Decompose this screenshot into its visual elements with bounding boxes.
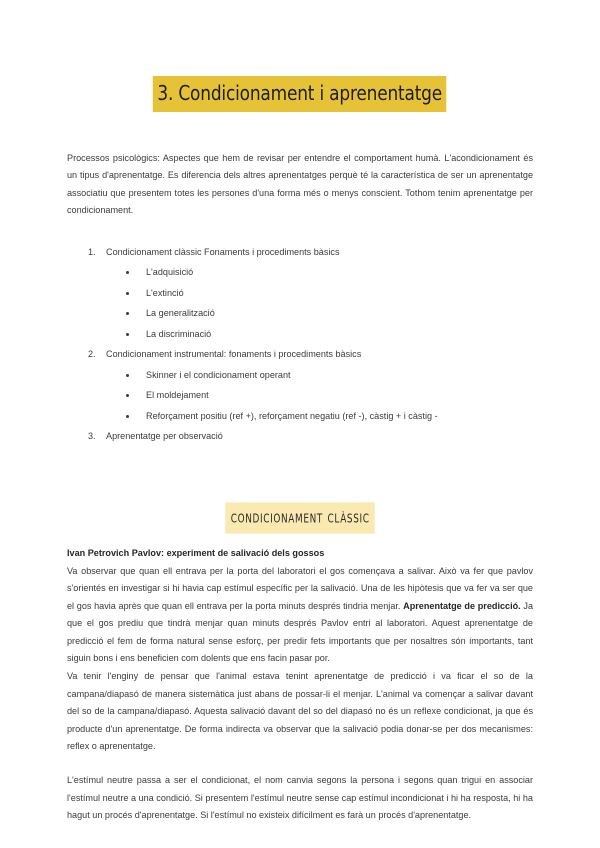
list-item-label: La discriminació xyxy=(146,328,212,339)
list-item-label: La generalització xyxy=(146,308,215,319)
pavlov-paragraph-1-part-a: Va observar que quan ell entrava per la porta del laboratori el gos començava a salivar. Això va fer que pavlov s'orientés en investigar si hi havia cap estímul específic per la salivació. Una de les hipòtesis que va fer va ser que el gos havia après que quan ell entrava per la porta minuts després tindria menjar. xyxy=(67,565,533,611)
outline-item-1-number: 1. xyxy=(88,246,96,257)
outline-item-3-label: Aprenentatge per observació xyxy=(106,431,223,442)
bullet-icon xyxy=(126,394,129,397)
list-item-label: L'extinció xyxy=(146,287,184,298)
list-item-label: Reforçament positiu (ref +), reforçament negatiu (ref -), càstig + i càstig - xyxy=(146,410,438,421)
bullet-icon xyxy=(126,312,129,315)
outline-item-3-number: 3. xyxy=(88,431,96,442)
list-item xyxy=(106,303,533,324)
bullet-icon xyxy=(126,333,129,336)
pavlov-paragraph-2: Va tenir l'enginy de pensar que l'animal estava tenint aprenentatge de predicció i va ficar el so de la campana/diapasó de manera sistemàtica just abans de possar-li el menjar. L'animal va començar a salivar davant del so de la campana/diapasó. Aquesta salivació davant del so del diapasó no és un reflexe condicionat, ja que és producte d'un aprenentatge. De forma indirecta va observar que la salivació podia donar-se per dos mecanismes: reflex o aprenentatge. xyxy=(67,671,533,752)
list-item xyxy=(106,283,533,304)
pavlov-paragraph-3: L'estímul neutre passa a ser el condicionat, el nom canvia segons la persona i segons quan trigui en associar l'estímul neutre a una condició. Si presentem l'estímul neutre sense cap estímul incondicionat i hi ha resposta, hi ha hagut un procés d'aprenentatge. Si l'estímul no existeix difícilment es farà un procés d'aprenentatge. xyxy=(67,775,533,821)
list-item xyxy=(106,262,533,283)
bullet-icon xyxy=(126,292,129,295)
outline-item-3 xyxy=(67,426,533,447)
outline-item-2-sublist xyxy=(106,365,533,427)
intro-paragraph: Processos psicològics: Aspectes que hem de revisar per entendre el comportament humà. L'acondicionament és un tipus d'aprenentatge. Es diferencia dels altres aprenentatges perquè té la característica de ser un aprenentatge associatiu que presentem totes les persones d'una forma més o menys conscient. Tothom tenim aprenentatge per condicionament. xyxy=(67,152,533,216)
pavlov-paragraph-1 xyxy=(67,563,533,669)
bullet-icon xyxy=(126,271,129,274)
list-item xyxy=(106,385,533,406)
section-subheading: Ivan Petrovich Pavlov: experiment de salivació dels gossos xyxy=(67,547,325,558)
bullet-icon xyxy=(126,374,129,377)
list-item-label: L'adquisició xyxy=(146,267,194,278)
outline-item-1-label: Condicionament clàssic Fonaments i procediments bàsics xyxy=(106,246,340,257)
page-title: 3. Condicionament i aprenentatge xyxy=(153,76,447,112)
list-item xyxy=(106,324,533,345)
outline-item-2-number: 2. xyxy=(88,349,96,360)
pavlov-paragraph-1-part-b: Ja que el gos prediu que tindrà menjar quan minuts després Pavlov entri al laboratori. Aquest aprenentatge de predicció el fem de forma natural sense esforç, per predir fets importants que per nosaltres són importants, tant siguin bons i ens beneficien com dolents que ens facin pasar por. xyxy=(67,600,534,664)
section-heading: condicionament clàssic xyxy=(225,502,375,534)
list-item xyxy=(106,365,533,386)
document-title-container xyxy=(67,0,533,126)
outline-item-2 xyxy=(67,344,533,426)
bullet-icon xyxy=(126,415,129,418)
section-heading-container xyxy=(67,447,533,545)
list-item-label: El moldejament xyxy=(146,390,209,401)
topic-outline-list xyxy=(67,242,533,447)
outline-item-2-label: Condicionament instrumental: fonaments i procediments bàsics xyxy=(106,349,362,360)
outline-item-1-sublist xyxy=(106,262,533,344)
list-item-label: Skinner i el condicionament operant xyxy=(146,369,291,380)
pavlov-paragraph-1-emphasis: Aprenentatge de predicció. xyxy=(403,600,521,611)
list-item xyxy=(106,406,533,427)
outline-item-1 xyxy=(67,242,533,345)
